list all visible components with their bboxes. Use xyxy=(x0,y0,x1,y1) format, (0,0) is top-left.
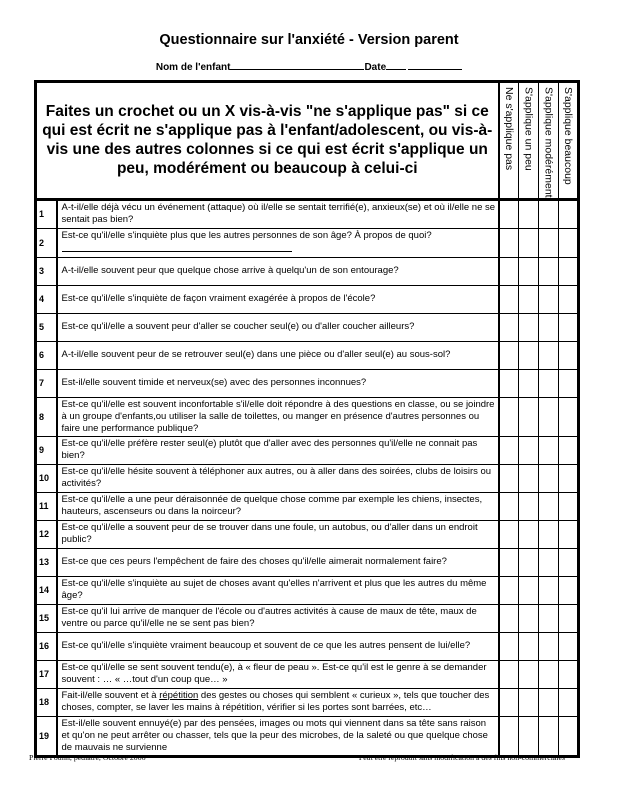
checkbox-not-applicable[interactable] xyxy=(499,688,519,716)
question-row xyxy=(36,660,579,688)
checkbox-a-lot[interactable] xyxy=(559,285,579,313)
question-number: 10 xyxy=(36,464,57,492)
question-text xyxy=(57,313,499,341)
question-number: 19 xyxy=(36,716,57,756)
checkbox-moderately[interactable] xyxy=(539,228,559,257)
checkbox-not-applicable[interactable] xyxy=(499,576,519,604)
question-text xyxy=(57,548,499,576)
checkbox-a-lot[interactable] xyxy=(559,604,579,632)
checkbox-not-applicable[interactable] xyxy=(499,257,519,285)
question-row xyxy=(36,397,579,436)
question-text xyxy=(57,397,499,436)
checkbox-moderately[interactable] xyxy=(539,285,559,313)
question-text-content: Est-ce qu'il/elle est souvent inconfortable s'il/elle doit répondre à des questions en classe, ou se joindre à un groupe d'enfants,ou utiliser la salle de toilettes, ou manger en présence d'autres personnes ou faire une performance publique? xyxy=(61,398,495,434)
checkbox-a-little[interactable] xyxy=(519,341,539,369)
checkbox-a-little[interactable] xyxy=(519,688,539,716)
question-number: 6 xyxy=(36,341,57,369)
question-text xyxy=(57,228,499,257)
checkbox-not-applicable[interactable] xyxy=(499,492,519,520)
checkbox-a-lot[interactable] xyxy=(559,313,579,341)
checkbox-a-little[interactable] xyxy=(519,228,539,257)
checkbox-not-applicable[interactable] xyxy=(499,520,519,548)
checkbox-a-little[interactable] xyxy=(519,464,539,492)
checkbox-a-lot[interactable] xyxy=(559,199,579,228)
question-text-content: Est-ce qu'il/elle s'inquiète de façon vraiment exagérée à propos de l'école? xyxy=(61,293,376,305)
checkbox-a-little[interactable] xyxy=(519,257,539,285)
checkbox-a-lot[interactable] xyxy=(559,436,579,464)
question-text-content: Est-ce qu'il/elle a souvent peur de se trouver dans une foule, un autobus, ou d'aller dans un endroit public? xyxy=(61,522,478,546)
column-header-not-applicable: Ne s'applique pas xyxy=(499,82,519,200)
question-row xyxy=(36,257,579,285)
checkbox-a-lot[interactable] xyxy=(559,660,579,688)
question-number: 2 xyxy=(36,228,57,257)
header-row xyxy=(36,82,579,200)
checkbox-moderately[interactable] xyxy=(539,520,559,548)
question-text-content: Est-ce que ces peurs l'empêchent de faire des choses qu'il/elle aimerait normalement faire? xyxy=(61,556,447,568)
checkbox-a-lot[interactable] xyxy=(559,632,579,660)
checkbox-moderately[interactable] xyxy=(539,436,559,464)
answer-blank-line[interactable] xyxy=(62,242,292,252)
question-row xyxy=(36,369,579,397)
date-field-part2[interactable] xyxy=(408,60,462,70)
question-number: 16 xyxy=(36,632,57,660)
question-text xyxy=(57,199,499,228)
checkbox-moderately[interactable] xyxy=(539,716,559,756)
child-name-label: Nom de l'enfant xyxy=(155,62,231,73)
question-text-content: A-t-il/elle souvent peur que quelque chose arrive à quelqu'un de son entourage? xyxy=(61,265,399,277)
question-row xyxy=(36,464,579,492)
question-row xyxy=(36,520,579,548)
checkbox-a-lot[interactable] xyxy=(559,688,579,716)
child-name-field[interactable] xyxy=(230,60,364,70)
question-text xyxy=(57,632,499,660)
question-text-content: Est-ce qu'il/elle a souvent peur d'aller se coucher seul(e) ou d'aller coucher ailleurs? xyxy=(61,321,415,333)
checkbox-not-applicable[interactable] xyxy=(499,199,519,228)
checkbox-not-applicable[interactable] xyxy=(499,716,519,756)
question-number: 4 xyxy=(36,285,57,313)
checkbox-a-little[interactable] xyxy=(519,576,539,604)
question-text xyxy=(57,436,499,464)
question-row xyxy=(36,576,579,604)
checkbox-a-lot[interactable] xyxy=(559,548,579,576)
checkbox-a-little[interactable] xyxy=(519,285,539,313)
checkbox-moderately[interactable] xyxy=(539,199,559,228)
checkbox-not-applicable[interactable] xyxy=(499,632,519,660)
question-number: 7 xyxy=(36,369,57,397)
checkbox-not-applicable[interactable] xyxy=(499,436,519,464)
question-text xyxy=(57,492,499,520)
question-row xyxy=(36,688,579,716)
question-text-content: Est-ce qu'il/elle se sent souvent tendu(e), à « fleur de peau ». Est-ce qu'il est le genre à se demander souvent : … « …tout d'un coup que… » xyxy=(61,662,487,686)
question-number: 5 xyxy=(36,313,57,341)
column-header-a-lot: S'applique beaucoup xyxy=(559,82,579,200)
checkbox-a-lot[interactable] xyxy=(559,464,579,492)
question-number: 13 xyxy=(36,548,57,576)
question-number: 1 xyxy=(36,199,57,228)
checkbox-moderately[interactable] xyxy=(539,576,559,604)
checkbox-a-lot[interactable] xyxy=(559,576,579,604)
checkbox-a-little[interactable] xyxy=(519,660,539,688)
checkbox-moderately[interactable] xyxy=(539,313,559,341)
question-text-content: Est-il/elle souvent timide et nerveux(se) avec des personnes inconnues? xyxy=(61,377,367,389)
checkbox-a-little[interactable] xyxy=(519,397,539,436)
question-number: 15 xyxy=(36,604,57,632)
footer-copyright: Peut être reproduit sans modification à des fins non-commerciales xyxy=(358,753,565,762)
checkbox-moderately[interactable] xyxy=(539,604,559,632)
question-text xyxy=(57,688,499,716)
checkbox-a-lot[interactable] xyxy=(559,492,579,520)
question-text xyxy=(57,660,499,688)
question-text xyxy=(57,464,499,492)
checkbox-a-little[interactable] xyxy=(519,632,539,660)
question-text-content: Est-ce qu'il/elle préfère rester seul(e) plutôt que d'aller avec des personnes qu'il/elle ne connait pas bien? xyxy=(61,438,478,462)
question-number: 12 xyxy=(36,520,57,548)
date-field-part1[interactable] xyxy=(386,60,406,70)
checkbox-a-lot[interactable] xyxy=(559,716,579,756)
checkbox-moderately[interactable] xyxy=(539,397,559,436)
question-text xyxy=(57,520,499,548)
question-text-content: Est-ce qu'il/elle hésite souvent à téléphoner aux autres, ou à aller dans des soirées, clubs de loisirs ou activités? xyxy=(61,466,492,490)
question-text-part: des gestes ou choses qui semblent « curieux », tels que toucher des choses, compter, se laver les mains à répétition, vérifier si les portes sont barrées, etc… xyxy=(61,690,490,714)
question-text-content: Est-ce qu'il/elle s'inquiète au sujet de choses avant qu'elles n'arrivent et plus que les autres du même âge? xyxy=(61,578,487,602)
checkbox-moderately[interactable] xyxy=(539,660,559,688)
question-row xyxy=(36,632,579,660)
checkbox-a-little[interactable] xyxy=(519,369,539,397)
checkbox-not-applicable[interactable] xyxy=(499,464,519,492)
checkbox-a-lot[interactable] xyxy=(559,341,579,369)
question-text-content: Est-ce qu'il/elle s'inquiète plus que les autres personnes de son âge? À propos de quoi? xyxy=(61,229,432,241)
checkbox-a-little[interactable] xyxy=(519,520,539,548)
column-header-moderately: S'applique modérément xyxy=(539,82,559,200)
checkbox-a-little[interactable] xyxy=(519,548,539,576)
question-row xyxy=(36,492,579,520)
question-row xyxy=(36,228,579,257)
checkbox-not-applicable[interactable] xyxy=(499,228,519,257)
checkbox-not-applicable[interactable] xyxy=(499,604,519,632)
question-text-content: Est-il/elle souvent ennuyé(e) par des pensées, images ou mots qui viennent dans sa tête sans raison et qu'on ne peut arrêter ou chasser, tels que la peur des microbes, de la saleté ou que quelque chose de mauvais ne survienne xyxy=(61,717,488,753)
checkbox-not-applicable[interactable] xyxy=(499,397,519,436)
question-number: 3 xyxy=(36,257,57,285)
question-text-content: Est-ce qu'il/elle s'inquiète vraiment beaucoup et souvent de ce que les autres pensent de lui/elle? xyxy=(61,640,471,652)
checkbox-a-lot[interactable] xyxy=(559,520,579,548)
name-date-line xyxy=(0,60,618,73)
checkbox-a-lot[interactable] xyxy=(559,257,579,285)
checkbox-not-applicable[interactable] xyxy=(499,660,519,688)
question-number: 17 xyxy=(36,660,57,688)
question-number: 18 xyxy=(36,688,57,716)
question-row xyxy=(36,341,579,369)
question-text-content: Est-ce qu'il/elle a une peur déraisonnée de quelque chose comme par exemple les chiens, insectes, hauteurs, ascenseurs ou dans la noirceur? xyxy=(61,494,483,518)
checkbox-not-applicable[interactable] xyxy=(499,369,519,397)
question-text xyxy=(57,576,499,604)
checkbox-not-applicable[interactable] xyxy=(499,285,519,313)
question-text xyxy=(57,257,499,285)
checkbox-a-little[interactable] xyxy=(519,716,539,756)
checkbox-not-applicable[interactable] xyxy=(499,548,519,576)
checkbox-a-lot[interactable] xyxy=(559,397,579,436)
checkbox-a-little[interactable] xyxy=(519,313,539,341)
question-row xyxy=(36,199,579,228)
question-text-part: Fait-il/elle souvent et à xyxy=(61,690,160,702)
checkbox-moderately[interactable] xyxy=(539,632,559,660)
checkbox-a-little[interactable] xyxy=(519,604,539,632)
question-row xyxy=(36,604,579,632)
question-number: 14 xyxy=(36,576,57,604)
question-number: 11 xyxy=(36,492,57,520)
question-text xyxy=(57,369,499,397)
question-text-content: A-t-il/elle souvent peur de se retrouver seul(e) dans une pièce ou d'aller seul(e) au sous-sol? xyxy=(61,349,451,361)
checkbox-moderately[interactable] xyxy=(539,369,559,397)
question-text xyxy=(57,285,499,313)
instructions: Faites un crochet ou un X vis-à-vis "ne s'applique pas" si ce qui est écrit ne s'applique pas à l'enfant/adolescent, ou vis-à-vis une des autres colonnes si ce qui est écrit s'applique un peu, modérément ou beaucoup à celui-ci xyxy=(36,82,499,200)
questionnaire-table xyxy=(34,80,580,758)
checkbox-a-little[interactable] xyxy=(519,199,539,228)
question-row xyxy=(36,285,579,313)
date-label: Date xyxy=(364,62,387,73)
checkbox-moderately[interactable] xyxy=(539,341,559,369)
question-text xyxy=(57,716,499,756)
checkbox-a-little[interactable] xyxy=(519,492,539,520)
checkbox-not-applicable[interactable] xyxy=(499,341,519,369)
footer-author: Pierre Poulin, pédiatre, Octobre 2006 xyxy=(29,753,146,762)
question-text xyxy=(57,604,499,632)
checkbox-a-lot[interactable] xyxy=(559,369,579,397)
checkbox-a-lot[interactable] xyxy=(559,228,579,257)
question-text-content: Est-ce qu'il lui arrive de manquer de l'école ou d'autres activités à cause de maux de tête, maux de ventre ou parce qu'il/elle ne se sent pas bien? xyxy=(61,606,477,630)
checkbox-moderately[interactable] xyxy=(539,464,559,492)
question-text-underlined: répétition xyxy=(159,690,199,702)
question-row xyxy=(36,548,579,576)
question-text xyxy=(57,341,499,369)
column-header-a-little: S'applique un peu xyxy=(519,82,539,200)
question-row xyxy=(36,436,579,464)
question-number: 9 xyxy=(36,436,57,464)
page-title: Questionnaire sur l'anxiété - Version parent xyxy=(159,32,459,48)
checkbox-a-little[interactable] xyxy=(519,436,539,464)
checkbox-moderately[interactable] xyxy=(539,688,559,716)
question-row xyxy=(36,313,579,341)
checkbox-moderately[interactable] xyxy=(539,492,559,520)
question-text-content: A-t-il/elle déjà vécu un événement (attaque) où il/elle se sentait terrifié(e), anxieux(se) et où il/elle ne se sentait pas bien? xyxy=(61,202,496,226)
checkbox-moderately[interactable] xyxy=(539,257,559,285)
checkbox-not-applicable[interactable] xyxy=(499,313,519,341)
question-row xyxy=(36,716,579,756)
checkbox-moderately[interactable] xyxy=(539,548,559,576)
question-number: 8 xyxy=(36,397,57,436)
